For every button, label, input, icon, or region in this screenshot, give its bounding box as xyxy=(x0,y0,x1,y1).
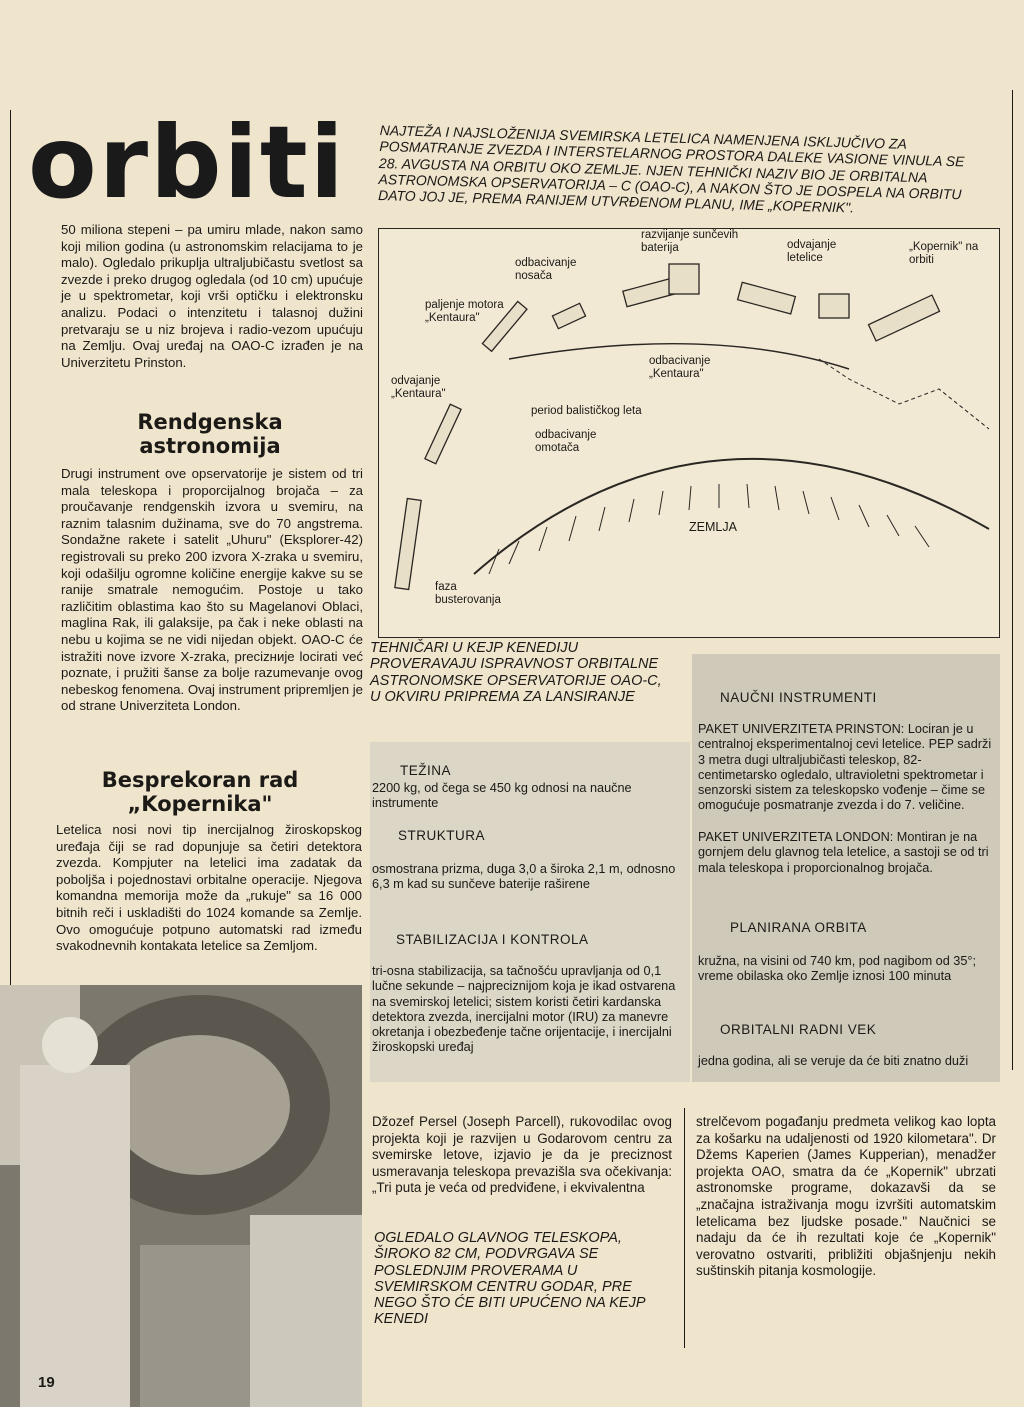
label-odvajanje-kentaura: odvajanje „Kentaura" xyxy=(391,375,446,400)
subheading-rendgenska: Rendgenska astronomija xyxy=(137,410,283,458)
xray-paragraph: Drugi instrument ove opservatorije je sistem od tri mala teleskopa i proporcijalnog brojača – za proučavanje rendgenskih izvora u svemiru, na raznim talasnim dužinama, sve do 70 angstrema. Sondažne rakete i satelit „Uhuru" (Eksplorer-42) registrovali su preko 200 izvora X-zraka u svemiru, koji odašilju ogromne količine energije kakve su se ranije smatrale nemogućim. Postoje u tako različitim oblastima kao što su Magelanovi Oblaci, maglina Rak, ili galaksije, pa čak i neke oblasti na nebu u kojima se ne vidi nijedan objekt. OAO-C će istražiti nove izvore X-zraka, precizније locirati već poznate, i pružiti šanse za bolje razumevanje ovog nebeskog fenomena. Ovaj instrument pripremljen je od strane Univerziteta London. xyxy=(61,466,364,714)
spec-heading-naucni: NAUČNI INSTRUMENTI xyxy=(720,690,877,705)
page-number: 19 xyxy=(38,1374,55,1391)
label-odbacivanje-nosaca: odbacivanje nosača xyxy=(515,257,577,282)
page-title: orbiti xyxy=(28,104,346,221)
spec-text-london: PAKET UNIVERZITETA LONDON: Montiran je na gornjem delu glavnog tela letelice, a sastoji se od tri mala teleskopa i proporcionalnog brojača. xyxy=(698,830,989,875)
label-kopernik-orbiti: „Kopernik" na orbiti xyxy=(909,241,979,266)
label-odvajanje-letelice: odvajanje letelice xyxy=(787,239,837,264)
spec-heading-stabilizacija: STABILIZACIJA I KONTROLA xyxy=(396,932,589,947)
caption-mid: TEHNIČARI U KEJP KENEDIJU PROVERAVAJU ISPRAVNOST ORBITALNE ASTRONOMSKE OPSERVATORIJE OAO-C, U OKVIRU PRIPREMA ZA LANSIRANJE xyxy=(370,640,662,705)
launch-diagram-svg xyxy=(379,229,999,637)
spec-heading-struktura: STRUKTURA xyxy=(398,828,486,843)
spec-text-orbita: kružna, na visini od 740 km, pod nagibom od 35°; vreme obilaska oko Zemlje iznosi 100 minuta xyxy=(698,954,977,984)
label-omotaca: odbacivanje omotača xyxy=(535,429,597,454)
spec-heading-tezina: TEŽINA xyxy=(400,763,452,778)
caption-top: NAJTEŽA I NAJSLOŽENIJA SVEMIRSKA LETELICA NAMENJENA ISKLJUČIVO ZA POSMATRANJE ZVEZDA I INTERSTELARNOG PROSTORA DALEKE VASIONE VINULA SE 28. AVGUSTA NA ORBITU OKO ZEMLJE. NJEN TEHNIČKI NAZIV BIO JE ORBITALNA ASTRONOMSKA OPSERVATORIJA – C (OAO-C), A NAKON ŠTO JE DOSPELA NA ORBITU DATO JOJ JE, PREMA RANIJEM UTVRĐENOM PLANU, IME „KOPERNIK". xyxy=(377,122,965,216)
spec-heading-radni-vek: ORBITALNI RADNI VEK xyxy=(720,1022,877,1037)
spec-text-struktura: osmostrana prizma, duga 3,0 a široka 2,1 m, odnosno 6,3 m kad su sunčeve baterije raširene xyxy=(372,862,676,892)
label-period: period balističkog leta xyxy=(531,405,642,417)
technicians-photo xyxy=(0,985,362,1407)
label-zemlja: ZEMLJA xyxy=(689,520,737,534)
kopernik-paragraph: Letelica nosi novi tip inercijalnog žiroskopskog uređaja čiji se rad dopunjuje sa četiri detektora zvezda. Kompjuter na letelici ima zadatak da poboljša i pojednostavi orbitalne operacije. Njegova komandna memorija može da „rukuje" sa 16 000 bitnih reči i uskladišti do 1024 komande sa Zemlje. Ovo omogućuje potpuno automatski rad između svakodnevnih kontakata letelice sa Zemljom. xyxy=(56,822,362,954)
spec-text-tezina: 2200 kg, od čega se 450 kg odnosi na naučne instrumente xyxy=(372,781,632,811)
spec-text-prinston: PAKET UNIVERZITETA PRINSTON: Lociran je u centralnoj eksperimentalnoj cevi letelice. PEP sadrži 3 metra dugi ultraljubičasti teleskop, 82-centimetarsko ogledalo, ultravioletni spektrometar i senzorski sistem za teleskopsko vođenje – čime se omogućuje posmatranje zvezda i do 7. veličine. xyxy=(698,722,992,813)
right-page-rule xyxy=(1012,90,1013,1070)
bottom-mid-paragraph: Džozef Persel (Joseph Parcell), rukovodilac ovog projekta koji je razvijen u Godarovom centru za svemirske letove, izjavio je da je preciznost usmeravanja teleskopa prevazišla sva očekivanja: „Tri puta je veća od predviđene, i ekvivalentna xyxy=(372,1114,672,1196)
bottom-right-paragraph: strelčevom pogađanju predmeta velikog kao lopta za košarku na udaljenosti od 1920 kilometara". Dr Džems Kaperien (James Kupperian), menadžer projekta OAO, smatra da će „Kopernik" ubrzati astronomske programe, dokazavši da se „značajna istraživanja mogu izvršiti automatskim letelicama bez ljudske posade." Naučnici se nadaju da će ih rezultati koje će „Kopernik" verovatno ostvariti, približiti objašnjenju nekih suštinskih pitanja kosmologije. xyxy=(696,1114,996,1279)
photo-illustration xyxy=(0,985,362,1407)
intro-paragraph: 50 miliona stepeni – pa umiru mlade, nakon samo koji milion godina (u astronomskim relacijama to je malo). Ogledalo prikuplja ultraljubičastu svetlost sa zvezde i preko drugog ogledala (od 10 cm) upućuje je u spektrometar, koji vrši optičku i elektronsku analizu. Podaci o intenzitetu i talasnoj dužini pretvaraju se u niz brojeva i radio-vezom upućuju na Zemlju. Ovaj uređaj na OAO-C izrađen je na Univerzitetu Prinston. xyxy=(61,222,363,370)
bottom-column-divider xyxy=(684,1108,685,1348)
subheading-kopernik: Besprekoran rad „Kopernika" xyxy=(101,768,299,816)
label-faza: faza busterovanja xyxy=(435,581,501,606)
caption-bottom: OGLEDALO GLAVNOG TELESKOPA, ŠIROKO 82 CM, PODVRGAVA SE POSLEDNJIM PROVERAMA U SVEMIRSKOM CENTRU GODAR, PRE NEGO ŠTO ĆE BITI UPUĆENO NA KEJP KENEDI xyxy=(374,1230,645,1328)
left-column-rule xyxy=(10,110,11,985)
spec-text-radni-vek: jedna godina, ali se veruje da će biti znatno duži xyxy=(698,1054,969,1068)
label-odbacivanje-kentaura: odbacivanje „Kentaura" xyxy=(649,355,711,380)
label-razvijanje: razvijanje sunčevih baterija xyxy=(641,229,739,254)
spec-text-stabilizacija: tri-osna stabilizacija, sa tačnošću upravljanja od 0,1 lučne sekunde – najpreciznijom koja je ikad ostvarena na svemirskoj letelici; sistem koristi četiri kardanska detektora zvezda, inercijalni motor (IRU) za manevre okretanja i obezbeđenje tačne orijentacije, i inercijalni žiroskopski uređaj xyxy=(372,964,676,1055)
label-paljenje: paljenje motora „Kentaura" xyxy=(425,299,504,324)
launch-diagram xyxy=(378,228,1000,638)
spec-heading-orbita: PLANIRANA ORBITA xyxy=(730,920,867,935)
